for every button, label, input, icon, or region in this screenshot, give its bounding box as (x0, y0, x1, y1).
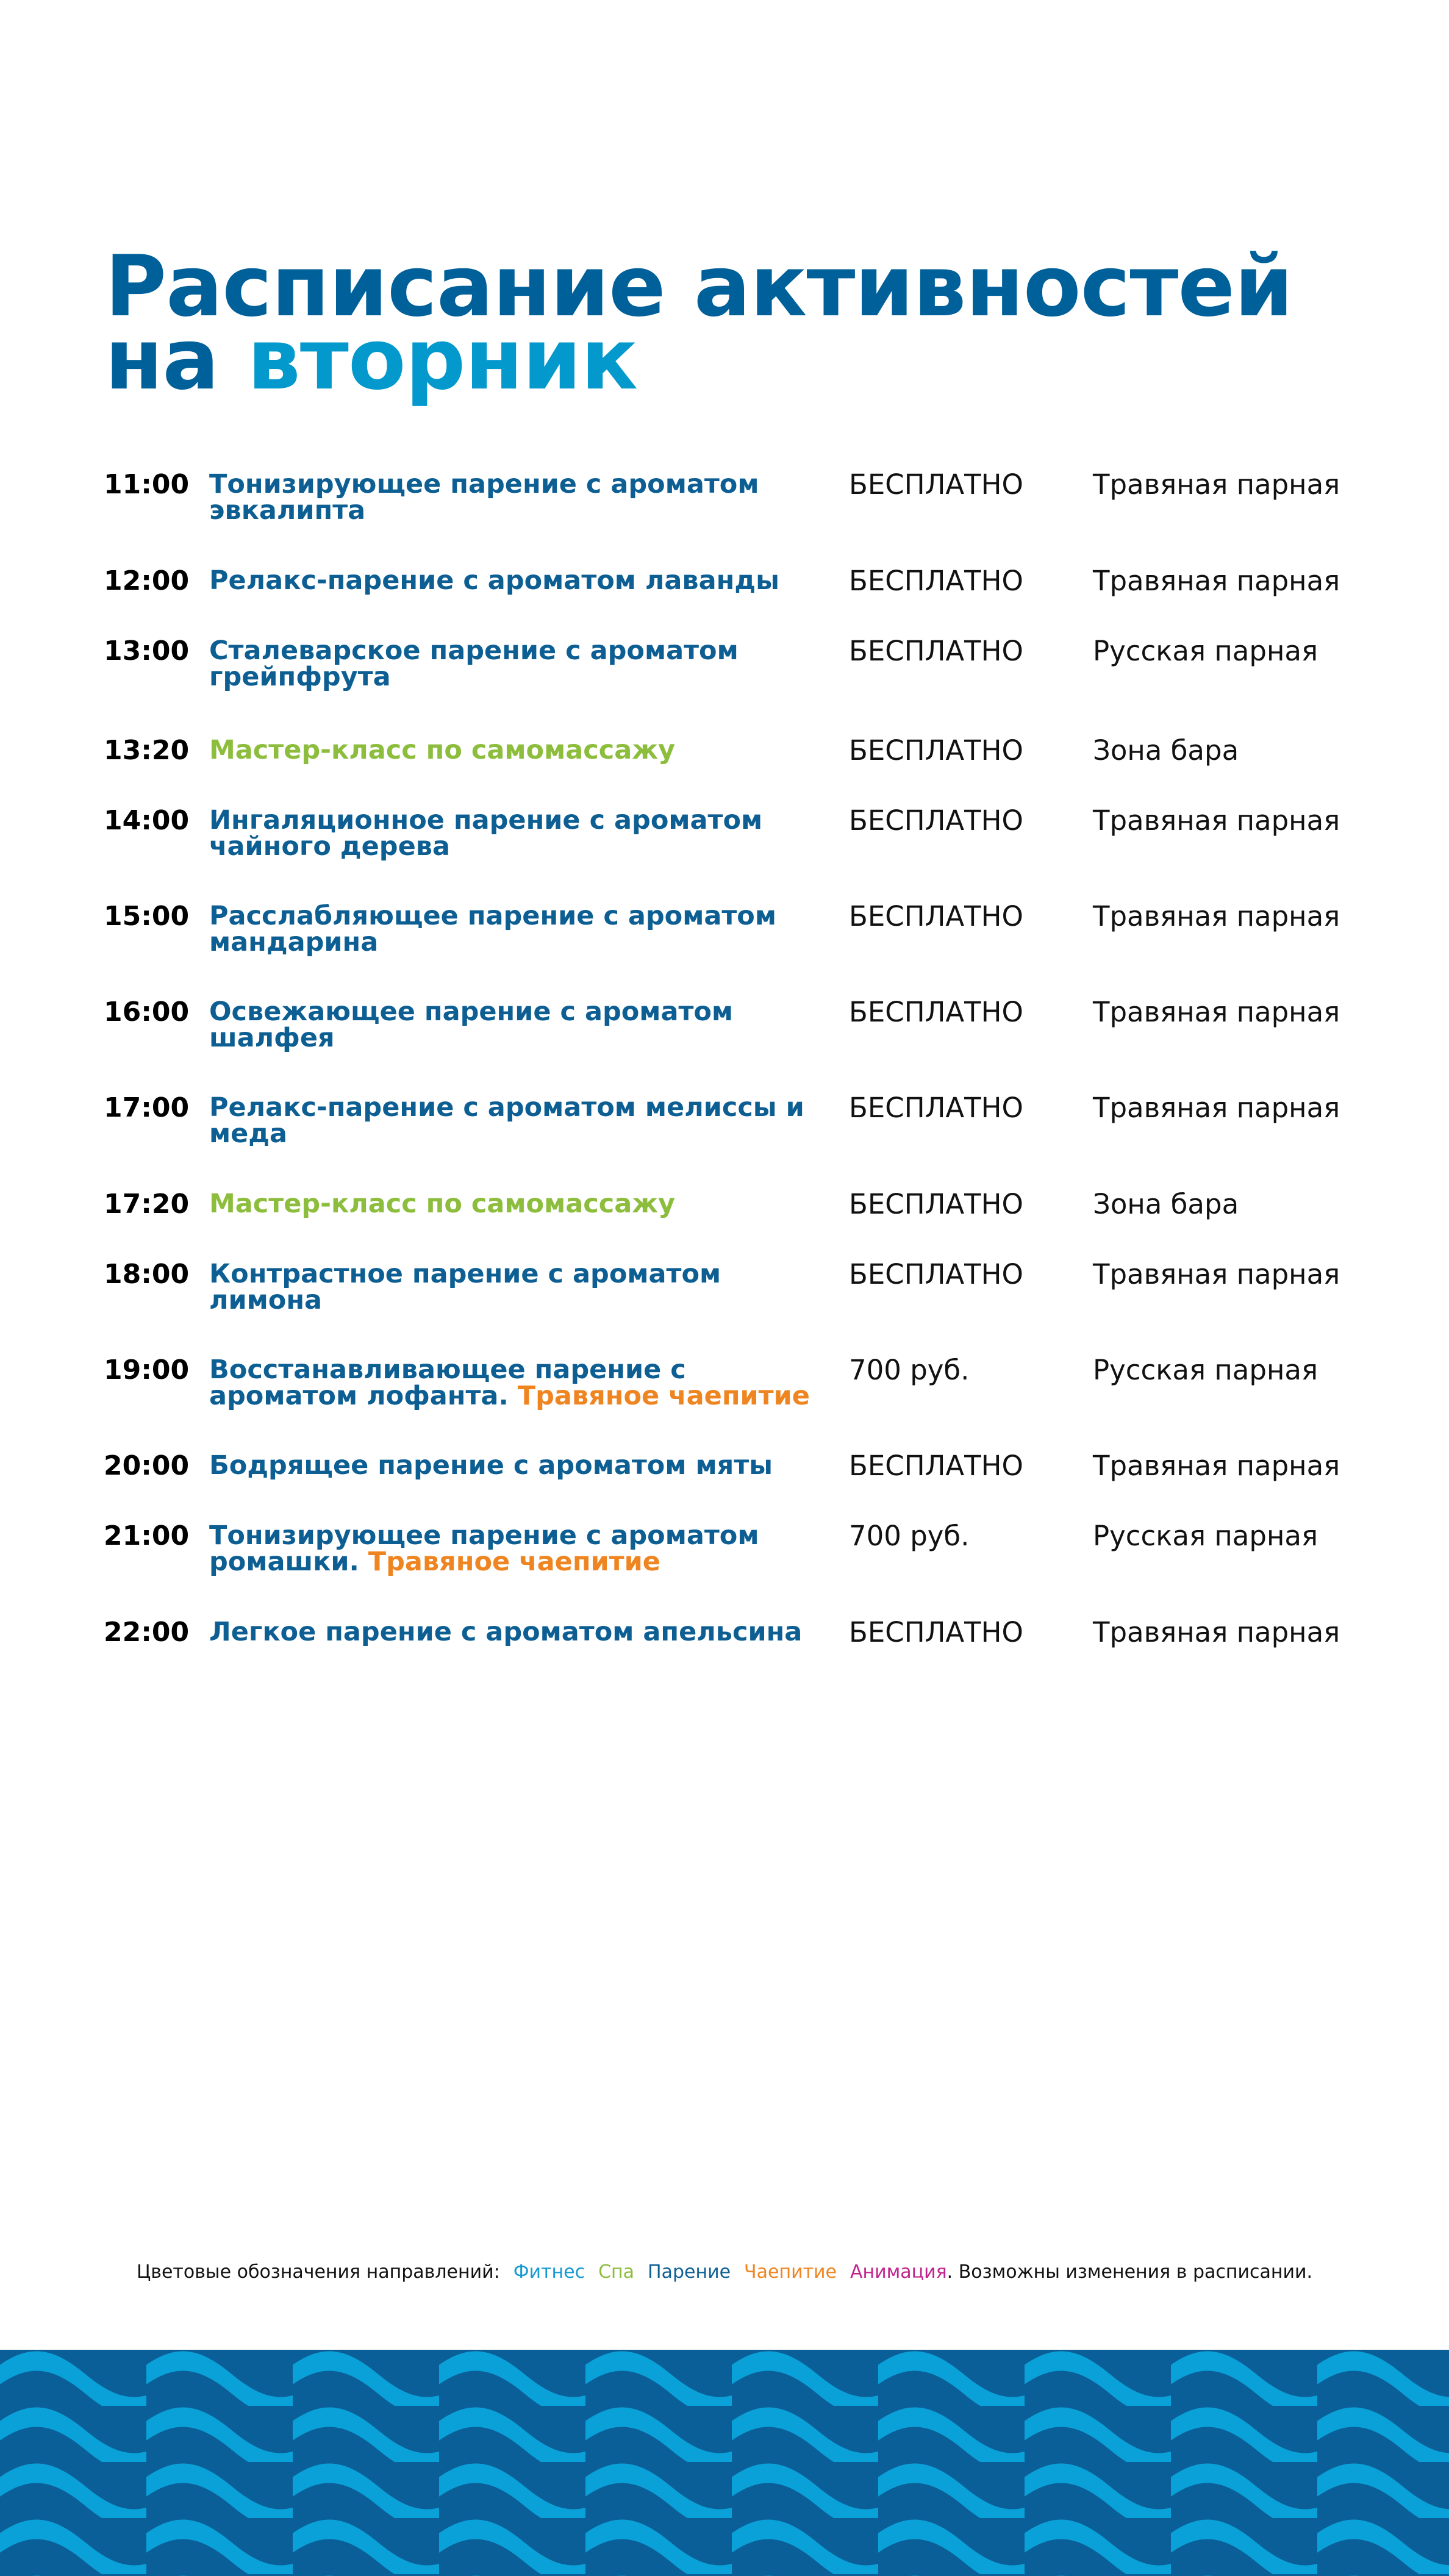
activity-price: БЕСПЛАТНО (849, 1092, 1023, 1124)
activity-name (209, 1092, 819, 1149)
activity-title: Тонизирующее парение с ароматом эвкалипта (209, 469, 759, 526)
activity-title: Сталеварское парение с ароматом грейпфрута (209, 635, 739, 692)
activity-name (209, 1191, 819, 1217)
activity-name (209, 1354, 819, 1411)
activity-name (209, 903, 819, 956)
activity-name (209, 471, 819, 524)
activity-location: Русская парная (1093, 1354, 1318, 1386)
activity-name (209, 737, 819, 764)
activity-title: Тонизирующее парение с ароматом ромашки. (209, 1520, 759, 1577)
activity-location: Травяная парная (1093, 1258, 1340, 1290)
activity-time: 19:00 (104, 1354, 190, 1386)
activity-location: Зона бара (1093, 1188, 1239, 1220)
activity-location: Травяная парная (1093, 804, 1340, 837)
activity-location: Зона бара (1093, 734, 1239, 767)
activity-price: 700 руб. (849, 1520, 970, 1552)
activity-name (209, 996, 819, 1053)
activity-time: 14:00 (104, 805, 190, 836)
activity-time: 15:00 (104, 901, 190, 932)
activity-time: 11:00 (104, 469, 190, 500)
activity-time: 12:00 (104, 565, 190, 596)
activity-title: Контрастное парение с ароматом лимона (209, 1259, 721, 1315)
activity-price: БЕСПЛАТНО (849, 635, 1023, 667)
activity-price: БЕСПЛАТНО (849, 1616, 1023, 1648)
activity-title: Бодрящее парение с ароматом мяты (209, 1450, 773, 1481)
activity-name (209, 565, 819, 596)
legend-animation: Анимация (850, 2261, 947, 2283)
activity-title: Расслабляющее парение с ароматом мандарина (209, 901, 777, 957)
activity-location: Русская парная (1093, 1520, 1318, 1552)
activity-location: Травяная парная (1093, 468, 1340, 501)
activity-location: Травяная парная (1093, 1450, 1340, 1482)
activity-location: Травяная парная (1093, 996, 1340, 1028)
activity-location: Травяная парная (1093, 1092, 1340, 1124)
activity-price: БЕСПЛАТНО (849, 996, 1023, 1028)
activity-time: 13:20 (104, 735, 190, 766)
color-legend (0, 2261, 1449, 2283)
activity-title: Легкое парение с ароматом апельсина (209, 1617, 803, 1647)
activity-extra-tea: Травяное чаепитие (517, 1381, 810, 1411)
activity-location: Травяная парная (1093, 565, 1340, 597)
activity-time: 16:00 (104, 996, 190, 1028)
legend-steam: Парение (648, 2261, 731, 2283)
legend-fitness: Фитнес (513, 2261, 585, 2283)
activity-title: Мастер-класс по самомассажу (209, 1189, 676, 1219)
activity-location: Русская парная (1093, 635, 1318, 667)
title-line-1: Расписание активностей (105, 237, 1293, 335)
activity-price: БЕСПЛАТНО (849, 1258, 1023, 1290)
activity-location: Травяная парная (1093, 1616, 1340, 1648)
activity-time: 17:00 (104, 1092, 190, 1123)
activity-price: БЕСПЛАТНО (849, 468, 1023, 501)
activity-name (209, 1261, 819, 1314)
activity-name (209, 1619, 819, 1645)
activity-time: 22:00 (104, 1617, 190, 1648)
activity-time: 21:00 (104, 1520, 190, 1551)
wave-pattern-decoration (0, 2350, 1449, 2576)
activity-price: БЕСПЛАТНО (849, 565, 1023, 597)
activity-title: Релакс-парение с ароматом лаванды (209, 565, 779, 596)
activity-price: БЕСПЛАТНО (849, 734, 1023, 767)
activity-title: Ингаляционное парение с ароматом чайного дерева (209, 805, 763, 862)
legend-suffix: . Возможны изменения в расписании. (946, 2261, 1313, 2283)
activity-name (209, 635, 819, 692)
activity-price: БЕСПЛАТНО (849, 804, 1023, 837)
activity-price: БЕСПЛАТНО (849, 1450, 1023, 1482)
activity-title: Релакс-парение с ароматом мелиссы и меда (209, 1092, 804, 1149)
activity-price: БЕСПЛАТНО (849, 900, 1023, 932)
activity-extra-tea: Травяное чаепитие (368, 1547, 660, 1577)
title-day: вторник (247, 310, 638, 409)
activity-price: 700 руб. (849, 1354, 970, 1386)
title-line-2-prefix: на (105, 310, 219, 409)
legend-spa: Спа (598, 2261, 635, 2283)
activity-time: 13:00 (104, 635, 190, 667)
activity-name (209, 807, 819, 860)
activity-price: БЕСПЛАТНО (849, 1188, 1023, 1220)
activity-title: Освежающее парение с ароматом шалфея (209, 996, 734, 1053)
activity-title: Мастер-класс по самомассажу (209, 735, 676, 765)
legend-prefix: Цветовые обозначения направлений: (136, 2261, 500, 2283)
activity-location: Травяная парная (1093, 900, 1340, 932)
activity-title: Восстанавливающее парение с ароматом лофанта. (209, 1354, 686, 1411)
legend-tea: Чаепитие (744, 2261, 837, 2283)
activity-time: 20:00 (104, 1450, 190, 1481)
activity-time: 18:00 (104, 1259, 190, 1290)
activity-time: 17:20 (104, 1189, 190, 1220)
activity-name (209, 1520, 819, 1577)
activity-name (209, 1450, 819, 1481)
